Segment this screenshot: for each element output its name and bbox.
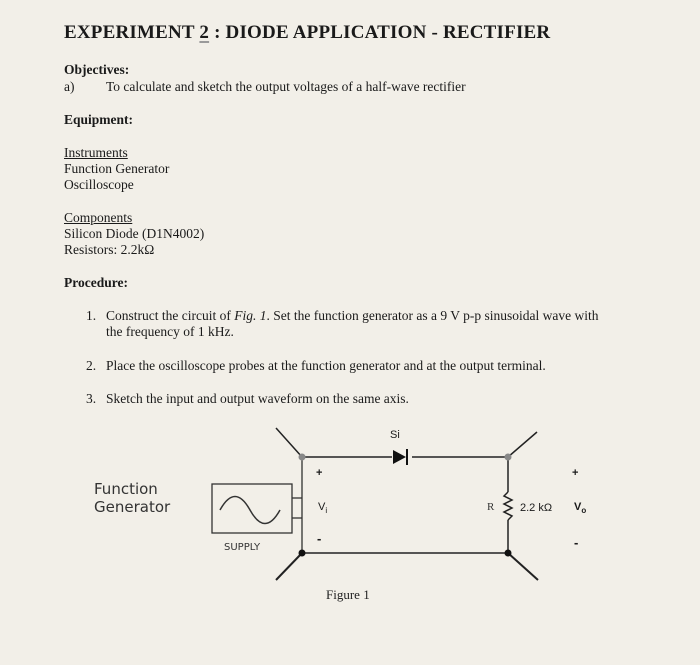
vo-minus-sign: -	[574, 535, 579, 550]
components-heading: Components	[64, 210, 133, 225]
procedure-heading: Procedure:	[64, 275, 128, 290]
instrument-item: Function Generator	[64, 161, 170, 176]
sine-wave-icon	[220, 497, 280, 524]
node-bottom-right	[505, 550, 512, 557]
objective-marker: a)	[64, 79, 75, 94]
resistor-value: 2.2 kΩ	[520, 502, 553, 514]
node-top-left	[299, 454, 306, 461]
figure-caption: Figure 1	[326, 587, 370, 602]
source-label-generator: Generator	[94, 498, 171, 516]
figure-reference: Fig. 1	[234, 308, 267, 323]
resistor-zigzag	[504, 492, 512, 520]
instruments-heading: Instruments	[64, 145, 128, 160]
experiment-number: 2	[199, 22, 210, 43]
function-generator-box	[212, 484, 292, 533]
vi-minus-sign: -	[317, 531, 322, 546]
supply-label: SUPPLY	[224, 542, 261, 553]
vo-plus-sign: +	[572, 467, 579, 479]
input-lead-top	[276, 428, 302, 457]
output-lead-bottom	[508, 553, 538, 580]
step-text: Sketch the input and output waveform on the same axis.	[106, 391, 409, 406]
output-lead-top	[508, 432, 537, 457]
diode-symbol	[393, 449, 407, 465]
diode-label: Si	[390, 429, 400, 441]
component-item: Silicon Diode (D1N4002)	[64, 226, 205, 241]
equipment-heading: Equipment:	[64, 112, 134, 127]
node-bottom-left	[299, 550, 306, 557]
instrument-item: Oscilloscope	[64, 177, 134, 192]
step-number: 2.	[86, 358, 97, 373]
step-text: Place the oscilloscope probes at the function generator and at the output terminal.	[106, 358, 546, 373]
objective-text: To calculate and sketch the output voltages of a half-wave rectifier	[106, 79, 466, 94]
component-item: Resistors: 2.2kΩ	[64, 242, 155, 257]
page-title: EXPERIMENT 2 : DIODE APPLICATION - RECTIFIER	[64, 22, 551, 43]
vi-label: $V_i$	[318, 501, 328, 515]
diode-anode-triangle	[393, 450, 406, 464]
source-label-function: Function	[94, 480, 158, 498]
input-lead-bottom	[276, 553, 302, 580]
vi-plus-sign: +	[316, 467, 323, 479]
vo-label: $V_o$	[574, 501, 587, 515]
node-top-right	[505, 454, 512, 461]
step-number: 1.	[86, 308, 97, 323]
step-text-continued: the frequency of 1 kHz.	[106, 324, 234, 339]
resistor-label: R	[487, 501, 495, 513]
objectives-heading: Objectives:	[64, 62, 130, 77]
step-text: Construct the circuit of Fig. 1. Set the function generator as a 9 V p-p sinusoidal wave with	[106, 308, 599, 323]
step-number: 3.	[86, 391, 97, 406]
